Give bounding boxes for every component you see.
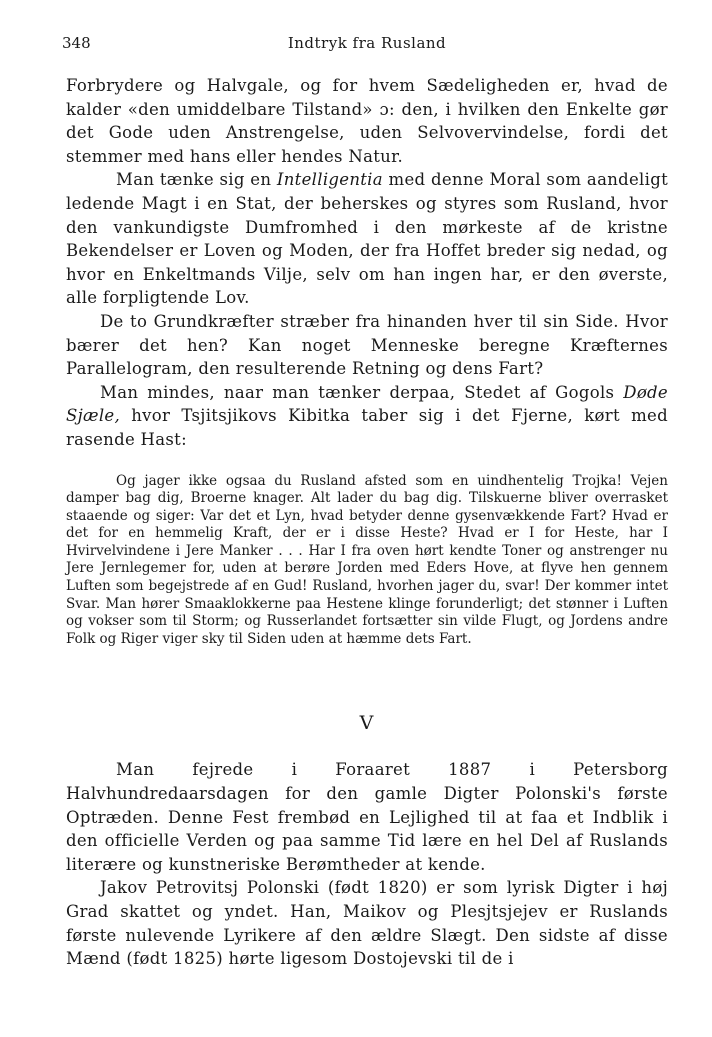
section-paragraph-1: Man fejrede i Foraaret 1887 i Petersborg Halvhundredaarsdagen for den gamle Digter Polonski's første Optræden. Denne Fest frembød en Lejlighed til at faa et Indblik i den officielle Verden og paa samme Tid lære en hel Del af Ruslands literære og kunstneriske Berømtheder at kende.	[66, 760, 668, 874]
paragraph-2-italic: Intelligentia	[276, 170, 383, 190]
section-paragraph-2: Jakov Petrovitsj Polonski (født 1820) er som lyrisk Digter i høj Grad skattet og yndet. Han, Maikov og Plesjtsjejev er Ruslands første nulevende Lyrikere af den ældre Slægt. Den sidste af disse Mænd (født 1825) hørte ligesom Dostojevski til de i	[66, 878, 668, 969]
block-quote	[66, 473, 668, 649]
paragraph-2-end: med denne Moral som aandeligt ledende Magt i en Stat, der beherskes og styres som Rusland, hvor den vankundigste Dumfromhed i den mørkeste af de kristne Bekendelser er Loven og Moden, der fra Hoffet breder sig nedad, og hvor en Enkeltmands Vilje, selv om han ingen har, er den øverste, alle forpligtende Lov.	[66, 170, 669, 308]
section-number: V	[359, 712, 375, 735]
paragraph-4-end: hvor Tsjitsjikovs Kibitka taber sig i det Fjerne, kørt med rasende Hast:	[66, 406, 668, 449]
paragraph-1: Forbrydere og Halvgale, og for hvem Sædeligheden er, hvad de kalder «den umiddelbare Tilstand» ɔ: den, i hvilken den Enkelte gør det Gode uden Anstrengelse, uden Selvovervindelse, fordi det stemmer med hans eller hendes Natur.	[66, 76, 668, 166]
paragraph-3: De to Grundkræfter stræber fra hinanden hver til sin Side. Hvor bærer det hen? Kan noget Menneske beregne Kræfternes Parallelogram, den resulterende Retning og dens Fart?	[66, 311, 668, 379]
section-body	[66, 758, 668, 970]
page-number: 348	[62, 34, 91, 52]
running-header	[62, 34, 668, 58]
paragraph-2	[66, 168, 668, 310]
paragraph-4	[66, 381, 668, 452]
paragraph-4-italic: Døde Sjæle,	[66, 382, 668, 426]
running-title: Indtryk fra Rusland	[287, 34, 447, 52]
quote-text: Og jager ikke ogsaa du Rusland afsted som en uindhentelig Trojka! Vejen damper bag dig, Broerne knager. Alt lader du bag dig. Tilskuerne bliver overrasket staaende og siger: Var det et Lyn, hvad betyder denne gysenvækkende Fart? Hvad er det for en hemmelig Kraft, der er i disse Heste? Hvad er I for Heste, har I Hvirvelvindene i Jere Manker . . . Har I fra oven hørt kendte Toner og anstrenger nu Jere Jernlegemer for, uden at berøre Jorden med Eders Hove, at flyve hen gennem Luften som begejstrede af en Gud! Rusland, hvorhen jager du, svar! Der kommer intet Svar. Man hører Smaaklokkerne paa Hestene klinge forunderligt; det stønner i Luften og vokser som til Storm; og Russerlandet fortsætter sin vilde Flugt, og Jordens andre Folk og Riger viger sky til Siden uden at hæmme dets Fart.	[66, 472, 668, 647]
paragraph-2-start: Man tænke sig en	[116, 170, 277, 190]
book-page	[62, 34, 669, 971]
body-text	[66, 74, 668, 452]
paragraph-4-start: Man mindes, naar man tænker derpaa, Stedet af Gogols	[100, 382, 624, 402]
